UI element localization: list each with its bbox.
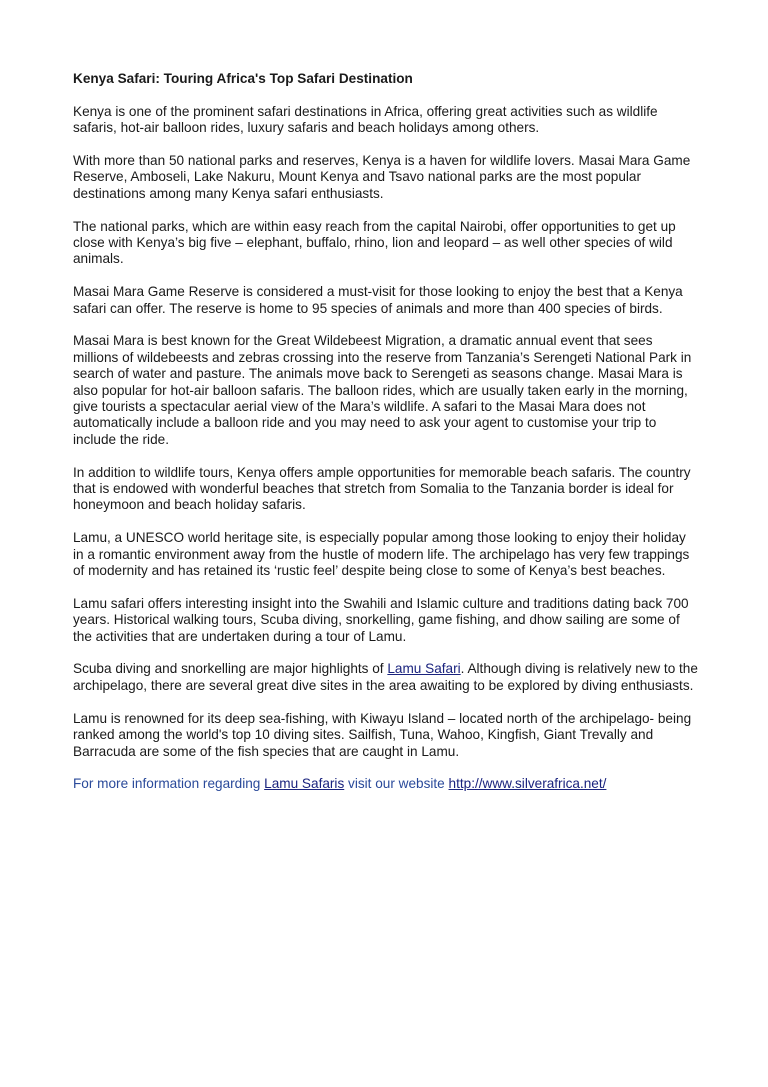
scuba-text-before: Scuba diving and snorkelling are major highlights of [73, 661, 388, 677]
footer-info [73, 776, 699, 792]
paragraph-big-five: The national parks, which are within easy reach from the capital Nairobi, offer opportunities to get up close with Kenya’s big five – elephant, buffalo, rhino, lion and leopard – as well other species of wild animals. [73, 218, 676, 267]
lamu-safaris-link[interactable]: Lamu Safaris [264, 776, 345, 792]
footer-text-middle: visit our website [344, 776, 449, 792]
paragraph-scuba [73, 661, 699, 694]
scuba-text-after: . Although diving is relatively new to the archipelago, there are several great dive sites in the area awaiting to be explored by diving enthusiasts. [73, 661, 698, 693]
paragraph-intro: Kenya is one of the prominent safari destinations in Africa, offering great activities such as wildlife safaris, hot-air balloon rides, luxury safaris and beach holidays among others. [73, 103, 658, 136]
website-link[interactable]: http://www.silverafrica.net/ [448, 776, 607, 792]
document-title: Kenya Safari: Touring Africa's Top Safari Destination [73, 71, 413, 86]
paragraph-masai-mara: Masai Mara Game Reserve is considered a must-visit for those looking to enjoy the best that a Kenya safari can offer. The reserve is home to 95 species of animals and more than 400 species of birds. [73, 284, 683, 316]
paragraph-national-parks: With more than 50 national parks and reserves, Kenya is a haven for wildlife lovers. Masai Mara Game Reserve, Amboseli, Lake Nakuru, Mount Kenya and Tsavo national parks are the most popular destinations among many Kenya safari enthusiasts. [73, 153, 691, 201]
paragraph-migration: Masai Mara is best known for the Great Wildebeest Migration, a dramatic annual event that sees millions of wildebeests and zebras crossing into the reserve from Tanzania’s Serengeti National Park in search of water and pasture. The animals move back to Serengeti as seasons change. Masai Mara is also popular for hot-air balloon safaris. The balloon rides, which are usually taken early in the morning, give tourists a spectacular aerial view of the Mara’s wildlife. A safari to the Masai Mara does not automatically include a balloon ride and you may need to ask your agent to customise your trip to include the ride. [73, 333, 692, 447]
paragraph-beach-safaris: In addition to wildlife tours, Kenya offers ample opportunities for memorable beach safaris. The country that is endowed with wonderful beaches that stretch from Somalia to the Tanzania border is ideal for honeymoon and beach holiday safaris. [73, 464, 691, 513]
document-page [73, 71, 699, 809]
lamu-safari-link[interactable]: Lamu Safari [387, 661, 461, 677]
paragraph-lamu: Lamu, a UNESCO world heritage site, is especially popular among those looking to enjoy their holiday in a romantic environment away from the hustle of modern life. The archipelago has very few trappings of modernity and has retained its ‘rustic feel’ despite being close to some of Kenya’s best beaches. [73, 530, 690, 579]
paragraph-deep-sea-fishing: Lamu is renowned for its deep sea-fishing, with Kiwayu Island – located north of the archipelago- being ranked among the world's top 10 diving sites. Sailfish, Tuna, Wahoo, Kingfish, Giant Trevally and Barracuda are some of the fish species that are caught in Lamu. [73, 710, 692, 759]
footer-text-before: For more information regarding [73, 776, 265, 792]
paragraph-lamu-culture: Lamu safari offers interesting insight into the Swahili and Islamic culture and traditions dating back 700 years. Historical walking tours, Scuba diving, snorkelling, game fishing, and dhow sailing are some of the activities that are undertaken during a tour of Lamu. [73, 595, 689, 644]
